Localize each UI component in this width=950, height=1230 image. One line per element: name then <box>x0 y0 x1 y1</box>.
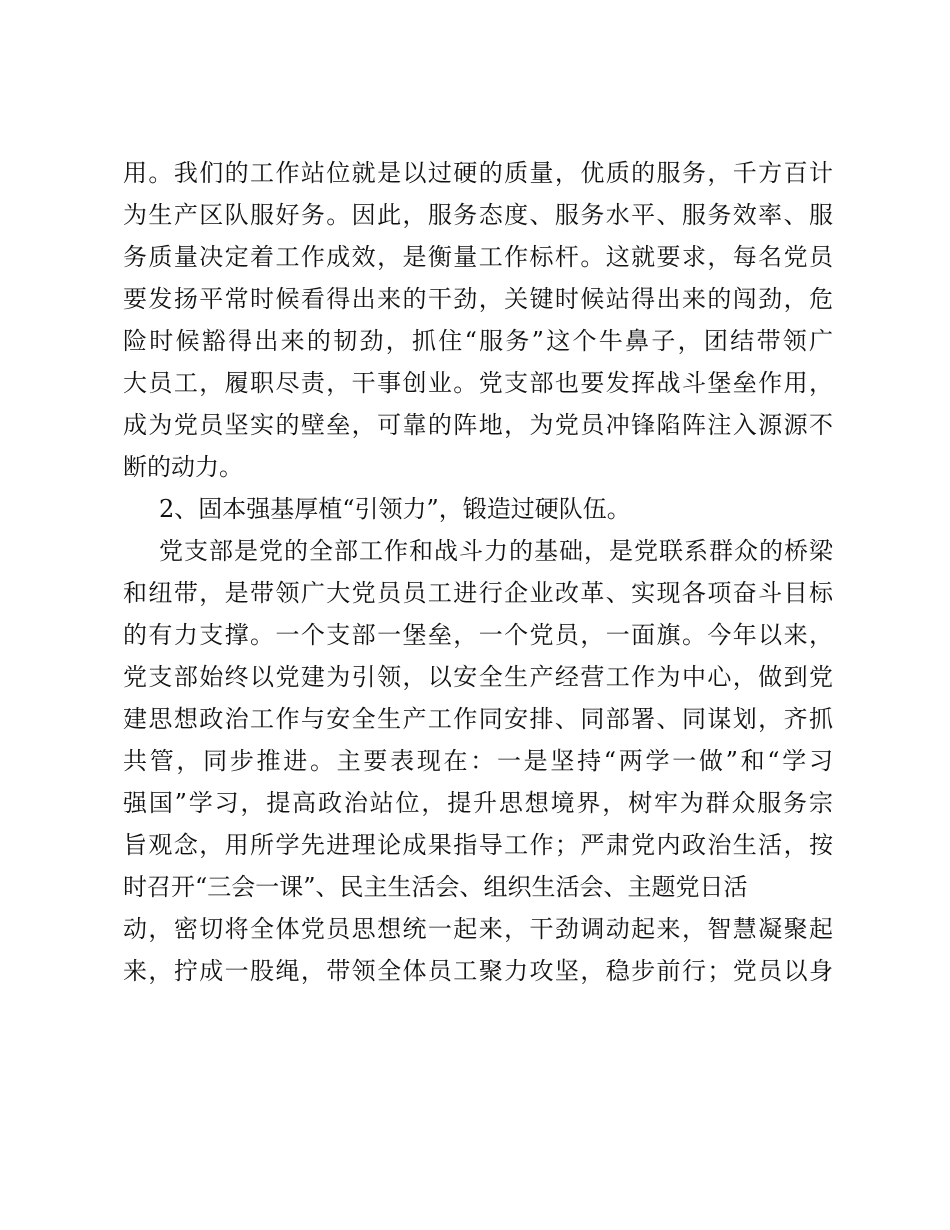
text-line: 建思想政治工作与安全生产工作同安排、同部署、同谋划，齐抓 <box>123 705 833 733</box>
text-line: 强国”学习，提高政治站位，提升思想境界，树牢为群众服务宗 <box>123 789 833 817</box>
text-line: 来，拧成一股绳，带领全体员工聚力攻坚，稳步前行；党员以身 <box>123 957 833 985</box>
section-heading: 2、固本强基厚植“引领力”，锻造过硬队伍。 <box>159 495 631 523</box>
text-line: 大员工，履职尽责，干事创业。党支部也要发挥战斗堡垒作用， <box>123 369 833 397</box>
text-line: 时召开“三会一课”、民主生活会、组织生活会、主题党日活 <box>123 873 748 901</box>
text-line: 断的动力。 <box>123 453 243 481</box>
text-line: 旨观念，用所学先进理论成果指导工作；严肃党内政治生活，按 <box>123 831 833 859</box>
text-line: 共管，同步推进。主要表现在：一是坚持“两学一做”和“学习 <box>123 747 833 775</box>
text-line: 为生产区队服好务。因此，服务态度、服务水平、服务效率、服 <box>123 201 833 229</box>
text-line: 要发扬平常时候看得出来的干劲，关键时候站得出来的闯劲，危 <box>123 285 833 313</box>
text-line: 动，密切将全体党员思想统一起来，干劲调动起来，智慧凝聚起 <box>123 915 833 943</box>
body-text <box>123 152 833 992</box>
text-line: 用。我们的工作站位就是以过硬的质量，优质的服务，千方百计 <box>123 159 833 187</box>
text-line: 党支部始终以党建为引领，以安全生产经营工作为中心，做到党 <box>123 663 833 691</box>
text-line: 险时候豁得出来的韧劲，抓住“服务”这个牛鼻子，团结带领广 <box>123 327 833 355</box>
text-line: 党支部是党的全部工作和战斗力的基础，是党联系群众的桥梁 <box>159 537 833 565</box>
text-line: 和纽带，是带领广大党员员工进行企业改革、实现各项奋斗目标 <box>123 579 833 607</box>
text-line: 的有力支撑。一个支部一堡垒，一个党员，一面旗。今年以来， <box>123 621 833 649</box>
text-line: 务质量决定着工作成效，是衡量工作标杆。这就要求，每名党员 <box>123 243 833 271</box>
text-line: 成为党员坚实的壁垒，可靠的阵地，为党员冲锋陷阵注入源源不 <box>123 411 833 439</box>
